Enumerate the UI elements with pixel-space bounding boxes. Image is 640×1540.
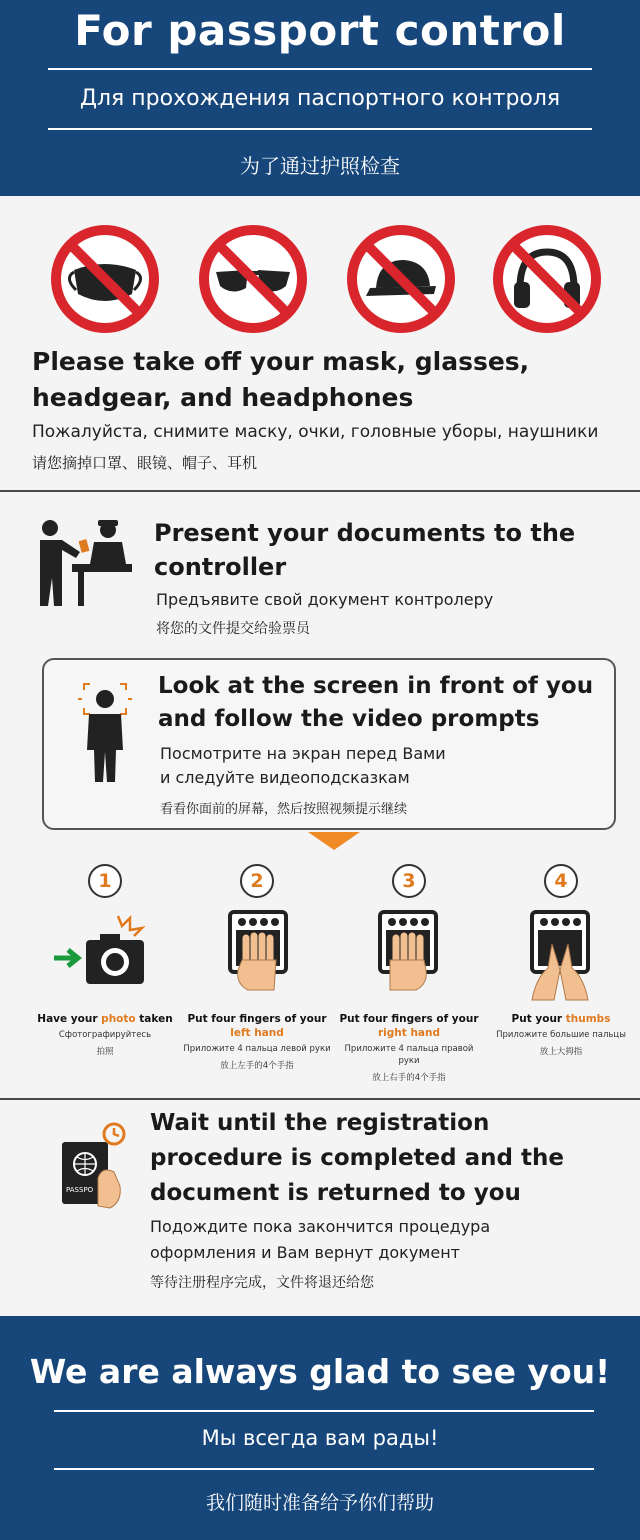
passport-icon [58, 1120, 130, 1210]
left-hand-scanner-icon [202, 908, 312, 1004]
step-chinese: 放上大拇指 [539, 1047, 583, 1057]
face-scan-icon [76, 680, 134, 784]
wait-instruction-chinese: 等待注册程序完成，文件将退还给您 [150, 1275, 374, 1291]
right-hand-scanner-icon [354, 908, 464, 1004]
footer-title-chinese: 我们随时准备给予你们帮助 [205, 1492, 434, 1514]
wait-instruction-russian [150, 1214, 490, 1266]
step-number: 1 [88, 864, 122, 898]
title-english: For passport control [74, 6, 566, 55]
step-left-hand [182, 864, 332, 1071]
camera-icon [50, 908, 160, 1004]
remove-instruction-russian: Пожалуйста, снимите маску, очки, головные уборы, наушники [32, 422, 599, 442]
remove-instruction-chinese: 请您摘掉口罩、眼镜、帽子、耳机 [32, 454, 258, 472]
footer-title-english: We are always glad to see you! [29, 1352, 611, 1391]
footer-divider [54, 1468, 594, 1470]
no-headphones-icon [492, 224, 602, 334]
no-cap-icon [346, 224, 456, 334]
step-english: Put your thumbs [511, 1013, 611, 1025]
step-chinese: 放上右手的4个手指 [372, 1073, 446, 1083]
step-chinese: 放上左手的4个手指 [220, 1061, 294, 1071]
screen-instruction-russian [160, 742, 446, 790]
step-right-hand [334, 864, 484, 1083]
header-divider [48, 128, 592, 130]
step-number: 4 [544, 864, 578, 898]
wait-section [0, 1100, 640, 1316]
passport-label: PASSPO [66, 1186, 94, 1194]
screen-instruction-box [42, 658, 616, 830]
footer-banner [0, 1316, 640, 1540]
step-russian: Приложите 4 пальца левой руки [183, 1044, 331, 1054]
title-russian: Для прохождения паспортного контроля [79, 86, 561, 111]
wait-instruction-russian-line-1: Подождите пока закончится процедура [150, 1217, 491, 1236]
no-mask-icon [50, 224, 160, 334]
no-glasses-icon [198, 224, 308, 334]
screen-instruction-chinese: 看看你面前的屏幕，然后按照视频提示继续 [160, 802, 408, 817]
remove-accessories-section [0, 196, 640, 492]
step-english: Put four fingers of your left hand [187, 1013, 327, 1039]
step-number: 3 [392, 864, 426, 898]
step-english: Put four fingers of your right hand [339, 1013, 479, 1039]
screen-instruction-english: Look at the screen in front of you and follow the video prompts [158, 673, 594, 732]
footer-divider [54, 1410, 594, 1412]
footer-title-russian: Мы всегда вам рады! [201, 1426, 439, 1450]
present-documents-icon [34, 516, 134, 608]
remove-instruction-english: Please take off your mask, glasses, headgear, and headphones [32, 347, 530, 412]
procedure-section [0, 492, 640, 1100]
header-divider [48, 68, 592, 70]
step-russian: Приложите большие пальцы [496, 1030, 626, 1040]
present-instruction-russian: Предъявите свой документ контролеру [156, 590, 494, 609]
step-photo [30, 864, 180, 1057]
step-chinese: 拍照 [96, 1047, 114, 1057]
step-russian: Сфотографируйтесь [58, 1030, 152, 1040]
thumbs-scanner-icon [506, 908, 616, 1004]
wait-instruction-russian-line-2: оформления и Вам вернут документ [150, 1243, 460, 1262]
present-instruction-chinese: 将您的文件提交给验票员 [156, 621, 310, 637]
screen-instruction-russian-line-1: Посмотрите на экран перед Вами [160, 744, 446, 763]
screen-instruction-russian-line-2: и следуйте видеоподсказкам [160, 768, 410, 787]
step-russian: Приложите 4 пальца правой руки [344, 1044, 474, 1066]
wait-instruction-english: Wait until the registration procedure is completed and the document is returned to you [150, 1110, 564, 1206]
header-banner [0, 0, 640, 196]
step-number: 2 [240, 864, 274, 898]
title-chinese: 为了通过护照检查 [240, 154, 400, 178]
step-english: Have your photo taken [37, 1013, 173, 1025]
step-thumbs [486, 864, 636, 1057]
down-arrow-icon [308, 832, 360, 850]
present-instruction-english: Present your documents to the controller [154, 519, 576, 581]
